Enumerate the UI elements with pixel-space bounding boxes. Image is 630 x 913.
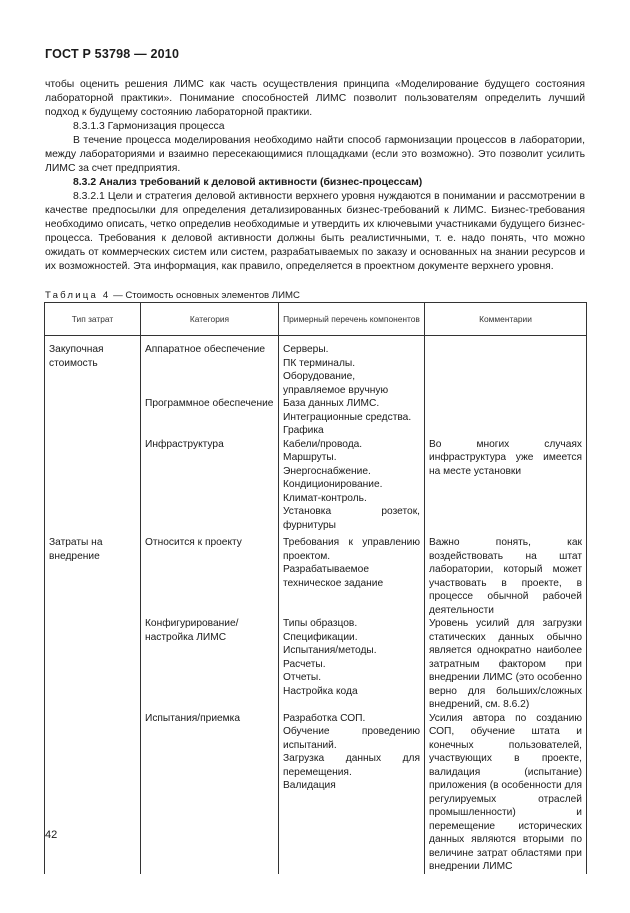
component-item: Климат-контроль.	[283, 492, 367, 504]
paragraph-harmonization: В течение процесса моделирования необходимо найти способ гармонизации процессов в лаборатории, между лабораториями и взаимно пересекающимися площадками (если это возможно). Это позволит усилить ЛИМС за счет предприятия.	[45, 135, 585, 174]
cell-category: Программное обеспечение	[141, 397, 279, 438]
component-item: Загрузка данных для перемещения.	[283, 753, 420, 778]
cell-type	[45, 712, 141, 874]
header-type: Тип затрат	[45, 303, 141, 336]
component-item: Установка розеток, фурнитуры	[283, 506, 420, 531]
component-item: Расчеты.	[283, 658, 326, 670]
cell-type: Закупочная стоимость	[45, 343, 141, 397]
component-item: Требования к управлению проектом.	[283, 537, 420, 562]
cell-type	[45, 617, 141, 712]
component-item: Оборудование, управляемое вручную	[283, 371, 389, 396]
table-row	[45, 712, 587, 874]
component-item: Кондиционирование.	[283, 479, 383, 490]
table-row	[45, 397, 587, 438]
table-caption-title: — Стоимость основных элементов ЛИМС	[110, 290, 300, 301]
cell-components	[279, 532, 425, 617]
cell-comment: Усилия автора по созданию СОП, обучение штата и конечных пользователей, участвующих в проекте, валидация (испытание) приложения (в особенности для регулируемых отраслей промышленности) и перемещение исторических данных являются вторыми по величине затрат областями при внедрении ЛИМС	[425, 712, 587, 874]
component-item: База данных ЛИМС.	[283, 398, 380, 409]
component-item: Валидация	[283, 780, 336, 791]
component-item: Испытания/методы.	[283, 645, 377, 656]
cell-type	[45, 438, 141, 533]
cell-category: Инфраструктура	[141, 438, 279, 533]
component-item: Кабели/провода.	[283, 438, 363, 450]
header-components: Примерный перечень компонентов	[279, 303, 425, 336]
header-category: Категория	[141, 303, 279, 336]
cell-category: Относится к проекту	[141, 532, 279, 617]
cell-comment: Уровень усилий для загрузки статических данных обычно является однократно наиболее затратным фактором при внедрении ЛИМС (это особенно верно для больших/сложных внедрений, см. 8.6.2)	[425, 617, 587, 712]
cell-category: Конфигурирование/настройка ЛИМС	[141, 617, 279, 712]
cell-comment	[425, 397, 587, 438]
cell-comment	[425, 343, 587, 397]
component-item: Разработка СОП.	[283, 712, 366, 724]
cell-components	[279, 397, 425, 438]
component-item: Настройка кода	[283, 685, 358, 697]
cell-type: Затраты на внедрение	[45, 532, 141, 617]
paragraph-business-requirements: 8.3.2.1 Цели и стратегия деловой активности верхнего уровня нуждаются в понимании и рассмотрении в качестве предпосылки для определения детализированных бизнес-требований к ЛИМС. Бизнес-требования необходимо описать, четко определив необходимые и утвердить их ключевыми участниками будущего бизнес-процесса. Требования к деловой активности должны быть реалистичными, т. е. надо понять, что можно ожидать от коммерческих систем или систем, разрабатываемых по заказу и основанных на знании ресурсов и их возможностей. Эта информация, как правило, определяется в проектном документе верхнего уровня.	[45, 191, 585, 272]
component-item: Графика	[283, 425, 324, 436]
section-8-3-1-3-heading: 8.3.1.3 Гармонизация процесса	[73, 121, 225, 132]
component-item: ПК терминалы.	[283, 357, 356, 369]
cell-category: Аппаратное обеспечение	[141, 343, 279, 397]
cell-components	[279, 617, 425, 712]
cell-comment: Важно понять, как воздействовать на штат лаборатории, который может участвовать в проекте, в процессе обычной рабочей деятельности	[425, 532, 587, 617]
cell-components	[279, 712, 425, 874]
table-caption	[45, 290, 300, 301]
component-item: Отчеты.	[283, 672, 322, 683]
table-row	[45, 532, 587, 617]
section-8-3-2-heading: 8.3.2 Анализ требований к деловой активности (бизнес-процессам)	[73, 177, 423, 188]
component-item: Маршруты.	[283, 452, 337, 463]
standard-header: ГОСТ Р 53798 — 2010	[45, 47, 180, 61]
paragraph-continuation: чтобы оценить решения ЛИМС как часть осуществления принципа «Моделирование будущего состояния лабораторной практики». Понимание способностей ЛИМС позволит пользователям определить лучший подход к будущему состоянию лабораторной практики.	[45, 79, 585, 118]
component-item: Разрабатываемое техническое задание	[283, 564, 384, 589]
component-item: Интеграционные средства.	[283, 411, 412, 423]
component-item: Серверы.	[283, 344, 329, 355]
component-item: Спецификации.	[283, 631, 358, 643]
cell-comment: Во многих случаях инфраструктура уже имеется на месте установки	[425, 438, 587, 533]
cell-type	[45, 397, 141, 438]
table-row	[45, 343, 587, 397]
component-item: Обучение проведению испытаний.	[283, 726, 420, 751]
table-header-row	[45, 303, 587, 336]
table-caption-label: Таблица 4	[45, 290, 111, 301]
table-row	[45, 617, 587, 712]
cell-components	[279, 438, 425, 533]
header-comments: Комментарии	[425, 303, 587, 336]
cell-components	[279, 343, 425, 397]
cost-table	[44, 302, 587, 874]
table-row	[45, 438, 587, 533]
component-item: Энергоснабжение.	[283, 465, 371, 477]
page-number: 42	[45, 829, 58, 841]
cell-category: Испытания/приемка	[141, 712, 279, 874]
component-item: Типы образцов.	[283, 618, 358, 629]
